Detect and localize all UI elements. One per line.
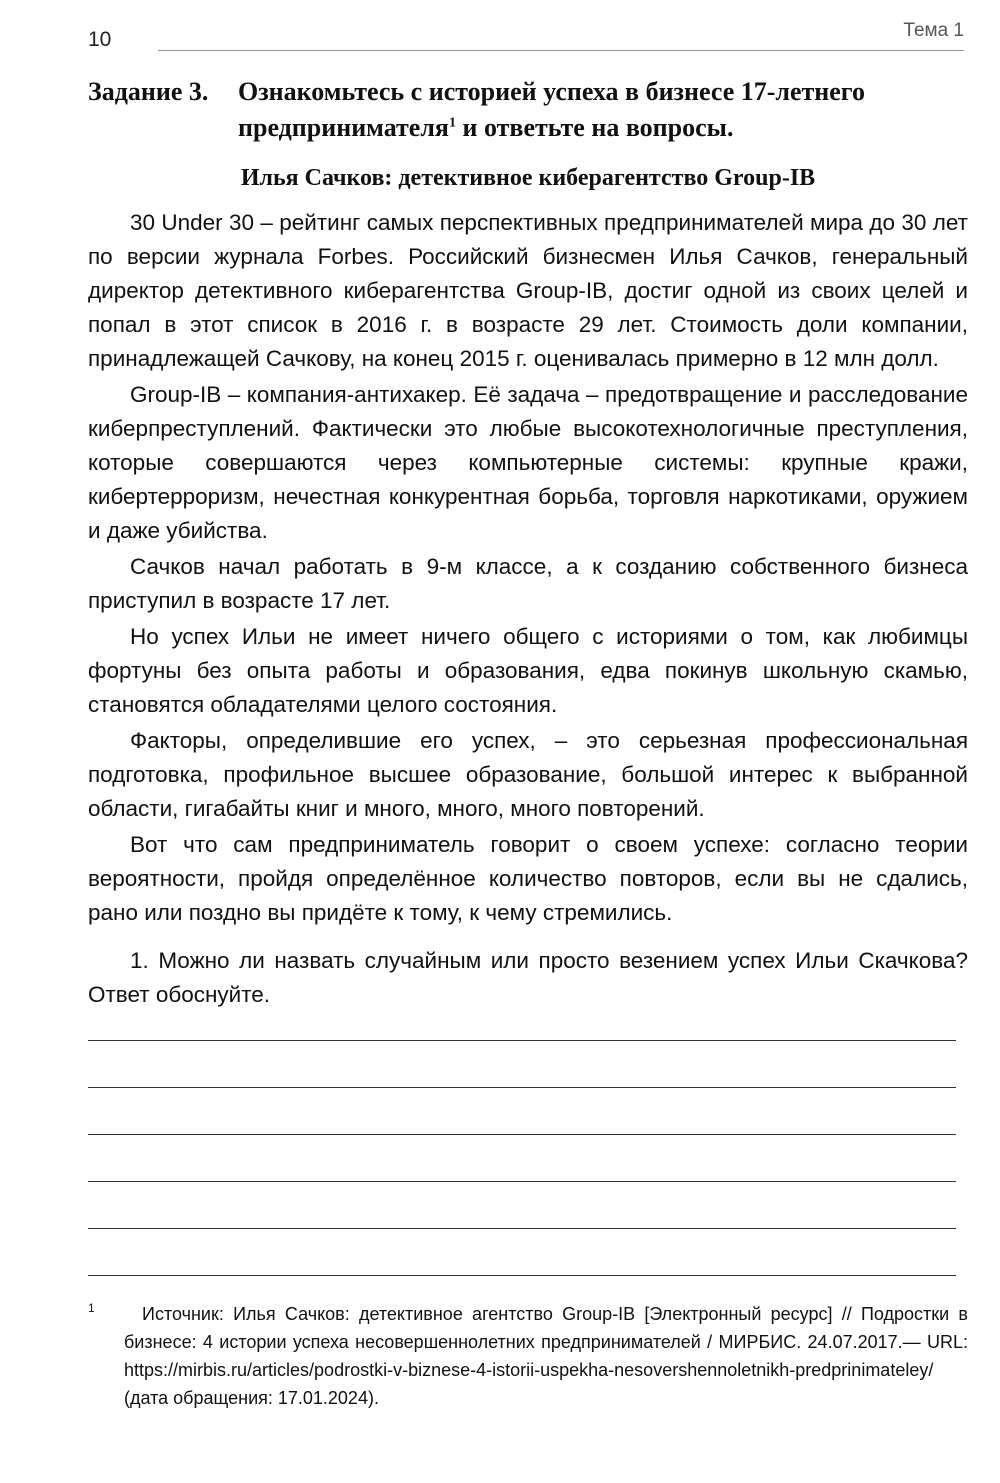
footnote-text: Источник: Илья Сачков: детективное агентство Group-IB [Электронный ресурс] // Подростки в бизнесе: 4 истории успеха несовершеннолетних предпринимателей / МИРБИС. 24.07.2017.— URL: https://mirbis.ru/articles/podrostki-v-biznese-4-istorii-uspekha-nesovershennoletnikh-predprinimateley/ (дата обращения: 17.01.2024). (124, 1304, 968, 1408)
article-body (88, 206, 968, 1014)
answer-lines[interactable] (88, 1040, 956, 1322)
article-title: Илья Сачков: детективное киберагентство Group-IB (240, 165, 816, 191)
task-heading-line-2 (88, 110, 968, 146)
footnote-reference: 1 (449, 115, 456, 131)
task-text-line-2-end: и ответьте на вопросы. (456, 113, 734, 142)
task-label: Задание 3. (88, 77, 209, 106)
article-paragraph: Вот что сам предприниматель говорит о своем успехе: согласно теории вероятности, пройдя определённое количество повторов, если вы не сдались, рано или поздно вы придёте к тому, к чему стремились. (88, 832, 968, 925)
answer-line[interactable] (88, 1181, 956, 1182)
article-paragraph: Факторы, определившие его успех, – это серьезная профессиональная подготовка, профильное высшее образование, большой интерес к выбранной области, гигабайты книг и много, много, много повторений. (88, 728, 968, 821)
header-divider (158, 50, 964, 51)
answer-line[interactable] (88, 1087, 956, 1088)
question-1: 1. Можно ли назвать случайным или просто везением успех Ильи Скачкова? Ответ обоснуйте. (88, 948, 968, 1007)
task-heading (88, 74, 968, 146)
article-paragraph: 30 Under 30 – рейтинг самых перспективных предпринимателей мира до 30 лет по версии журнала Forbes. Российский бизнесмен Илья Сачков, генеральный директор детективного киберагентства Group-IB, достиг одной из своих целей и попал в этот список в 2016 г. в возрасте 29 лет. Стоимость доли компании, принадлежащей Сачкову, на конец 2015 г. оценивалась примерно в 12 млн долл. (88, 210, 968, 371)
answer-line[interactable] (88, 1275, 956, 1276)
task-text-line-1: Ознакомьтесь с историей успеха в бизнесе 17-летнего (238, 77, 865, 106)
footnote (88, 1300, 968, 1412)
running-header-topic: Тема 1 (903, 20, 964, 41)
answer-line[interactable] (88, 1228, 956, 1229)
article-paragraph: Но успех Ильи не имеет ничего общего с историями о том, как любимцы фортуны без опыта работы и образования, едва покинув школьную скамью, становятся обладателями целого состояния. (88, 624, 968, 717)
footnote-mark: 1 (88, 1301, 95, 1315)
task-heading-line-1 (88, 74, 968, 110)
article-paragraph: Group-IB – компания-антихакер. Её задача – предотвращение и расследование киберпреступлений. Фактически это любые высокотехнологичные преступления, которые совершаются через компьютерные системы: крупные кражи, кибертерроризм, нечестная конкурентная борьба, торговля наркотиками, оружием и даже убийства. (88, 382, 968, 543)
article-paragraph: Сачков начал работать в 9-м классе, а к созданию собственного бизнеса приступил в возрасте 17 лет. (88, 554, 968, 613)
answer-line[interactable] (88, 1134, 956, 1135)
answer-line[interactable] (88, 1040, 956, 1041)
page-number: 10 (88, 28, 112, 51)
task-text-line-2-start: предпринимателя (238, 113, 449, 142)
